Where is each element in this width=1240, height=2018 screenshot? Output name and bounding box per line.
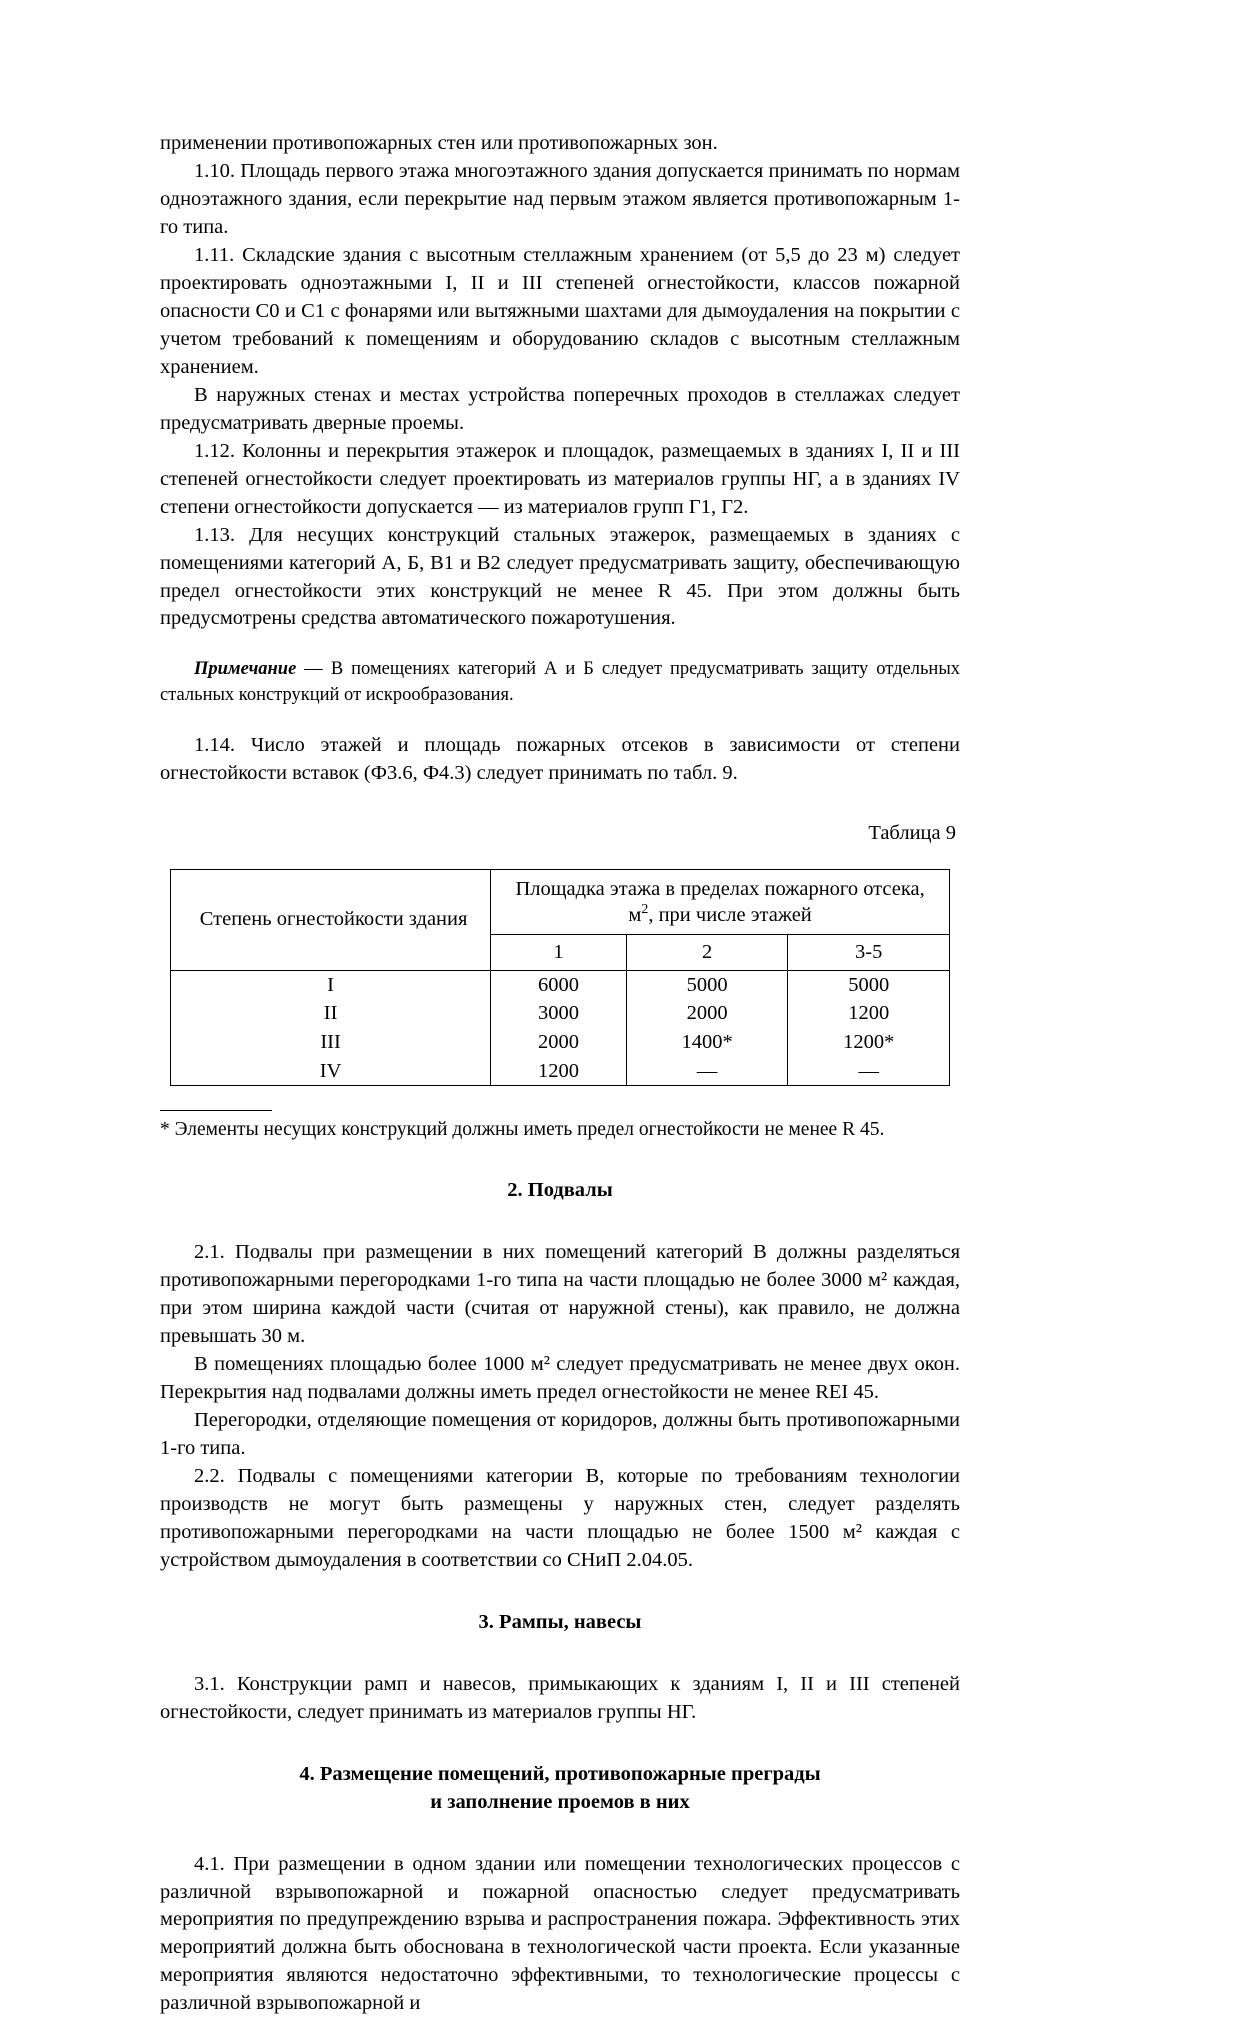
table-cell-floors-3-5: 1200 — [788, 999, 950, 1028]
table-9 — [170, 869, 950, 1086]
footnote-text: * Элементы несущих конструкций должны иметь предел огнестойкости не менее R 45. — [160, 1119, 885, 1141]
table-cell-degree: II — [171, 999, 491, 1028]
paragraph-1-12: 1.12. Колонны и перекрытия этажерок и площадок, размещаемых в зданиях I, II и III степеней огнестойкости следует проектировать из материалов группы НГ, а в зданиях IV степени огнестойкости допускается — из материалов групп Г1, Г2. — [160, 439, 960, 518]
section-heading-4-line1: 4. Размещение помещений, противопожарные преграды — [299, 1762, 821, 1785]
table-cell-degree: III — [171, 1028, 491, 1057]
paragraph-1-13: 1.13. Для несущих конструкций стальных этажерок, размещаемых в зданиях с помещениями категорий А, Б, В1 и В2 следует предусматривать защиту, обеспечивающую предел огнестойкости этих конструкций не менее R 45. При этом должны быть предусмотрены средства автоматического пожаротушения. — [160, 523, 960, 630]
note-text: В помещениях категорий А и Б следует предусматривать защиту отдельных стальных конструкций от искрообразования. — [160, 659, 961, 705]
table-col-header-2: 2 — [626, 934, 788, 970]
paragraph-2-1b: В помещениях площадью более 1000 м² следует предусматривать не менее двух окон. Перекрытия над подвалами должны иметь предел огнестойкости не менее REI 45. — [160, 1353, 960, 1404]
spacer — [160, 788, 960, 822]
spacer — [160, 1575, 960, 1609]
paragraph-1-14: 1.14. Число этажей и площадь пожарных отсеков в зависимости от степени огнестойкости вставок (Ф3.6, Ф4.3) следует принимать по табл. 9. — [160, 733, 960, 784]
spacer — [160, 845, 960, 869]
note-dash: — — [296, 659, 331, 680]
span-header-unit-sup: 2 — [641, 902, 649, 918]
paragraph-1-11: 1.11. Складские здания с высотным стеллажным хранением (от 5,5 до 23 м) следует проектировать одноэтажными I, II и III степеней огнестойкости, классов пожарной опасности С0 и С1 с фонарями или вытяжными шахтами для дымоудаления на покрытии с учетом требований к помещениям и оборудованию складов с высотным стеллажным хранением. — [160, 243, 960, 378]
paragraph-4-1: 4.1. При размещении в одном здании или помещении технологических процессов с различной взрывопожарной и пожарной опасностью следует предусматривать мероприятия по предупреждению взрыва и распространения пожара. Эффективность этих мероприятий должна быть обоснована в технологической части проекта. Если указанные мероприятия являются недостаточно эффективными, то технологические процессы с различной взрывопожарной и — [160, 1852, 960, 2015]
table-cell-floors-1: 6000 — [491, 970, 627, 999]
spacer — [160, 633, 960, 657]
paragraph-continuation: применении противопожарных стен или противопожарных зон. — [160, 132, 718, 154]
paragraph-1-10: 1.10. Площадь первого этажа многоэтажного здания допускается принимать по нормам одноэтажного здания, если перекрытие над первым этажом является противопожарным 1-го типа. — [160, 159, 960, 238]
paragraph-1-11b: В наружных стенах и местах устройства поперечных проходов в стеллажах следует предусматривать дверные проемы. — [160, 383, 960, 434]
section-heading-2: 2. Подвалы — [507, 1179, 613, 1202]
section-heading-3: 3. Рампы, навесы — [478, 1610, 642, 1633]
table-header-row-1 — [171, 869, 950, 934]
table-9-wrapper — [170, 869, 950, 1086]
span-header-line2-suffix: , при числе этажей — [648, 904, 812, 927]
spacer — [160, 1727, 960, 1761]
paragraph-3-1: 3.1. Конструкции рамп и навесов, примыкающих к зданиям I, II и III степеней огнестойкости, следует принимать из материалов группы НГ. — [160, 1672, 960, 1723]
table-col-header-3: 3-5 — [788, 934, 950, 970]
table-cell-floors-1: 3000 — [491, 999, 627, 1028]
table-row — [171, 970, 950, 999]
table-cell-floors-3-5: 5000 — [788, 970, 950, 999]
table-cell-floors-1: 1200 — [491, 1057, 627, 1086]
table-cell-floors-3-5: 1200* — [788, 1028, 950, 1057]
page-content — [160, 130, 960, 2018]
table-cell-floors-3-5: — — [788, 1057, 950, 1086]
span-header-line1: Площадка этажа в пределах пожарного отсека, — [515, 877, 925, 900]
table-cell-degree: IV — [171, 1057, 491, 1086]
section-heading-4-line2: и заполнение проемов в них — [430, 1790, 690, 1813]
table-row — [171, 999, 950, 1028]
table-cell-degree: I — [171, 970, 491, 999]
table-stub-header: Степень огнестойкости здания — [171, 869, 491, 970]
table-cell-floors-1: 2000 — [491, 1028, 627, 1057]
note-lead-label: Примечание — [194, 659, 297, 680]
table-row — [171, 1057, 950, 1086]
spacer — [160, 708, 960, 732]
paragraph-2-1: 2.1. Подвалы при размещении в них помещений категорий В должны разделяться противопожарными перегородками 1-го типа на части площадью не более 3000 м² каждая, при этом ширина каждой части (считая от наружной стены), как правило, не должна превышать 30 м. — [160, 1241, 960, 1348]
paragraph-2-1c: Перегородки, отделяющие помещения от коридоров, должны быть противопожарными 1-го типа. — [160, 1409, 960, 1460]
paragraph-2-2: 2.2. Подвалы с помещениями категории В, которые по требованиям технологии производств не могут быть размещены у наружных стен, следует разделять противопожарными перегородками на части площадью не более 1500 м² каждая с устройством дымоудаления в соответствии со СНиП 2.04.05. — [160, 1465, 960, 1572]
table-row — [171, 1028, 950, 1057]
table-cell-floors-2: 2000 — [626, 999, 788, 1028]
span-header-unit: м — [628, 904, 642, 927]
spacer — [160, 1637, 960, 1671]
table-cell-floors-2: 1400* — [626, 1028, 788, 1057]
spacer — [160, 1205, 960, 1239]
spacer — [160, 1086, 960, 1110]
table-cell-floors-2: — — [626, 1057, 788, 1086]
table-span-header — [491, 869, 950, 934]
footnote-divider — [160, 1110, 272, 1111]
table-caption: Таблица 9 — [868, 821, 956, 844]
note-block — [160, 657, 960, 707]
table-col-header-1: 1 — [491, 934, 627, 970]
spacer — [160, 1817, 960, 1851]
table-cell-floors-2: 5000 — [626, 970, 788, 999]
spacer — [160, 1143, 960, 1177]
